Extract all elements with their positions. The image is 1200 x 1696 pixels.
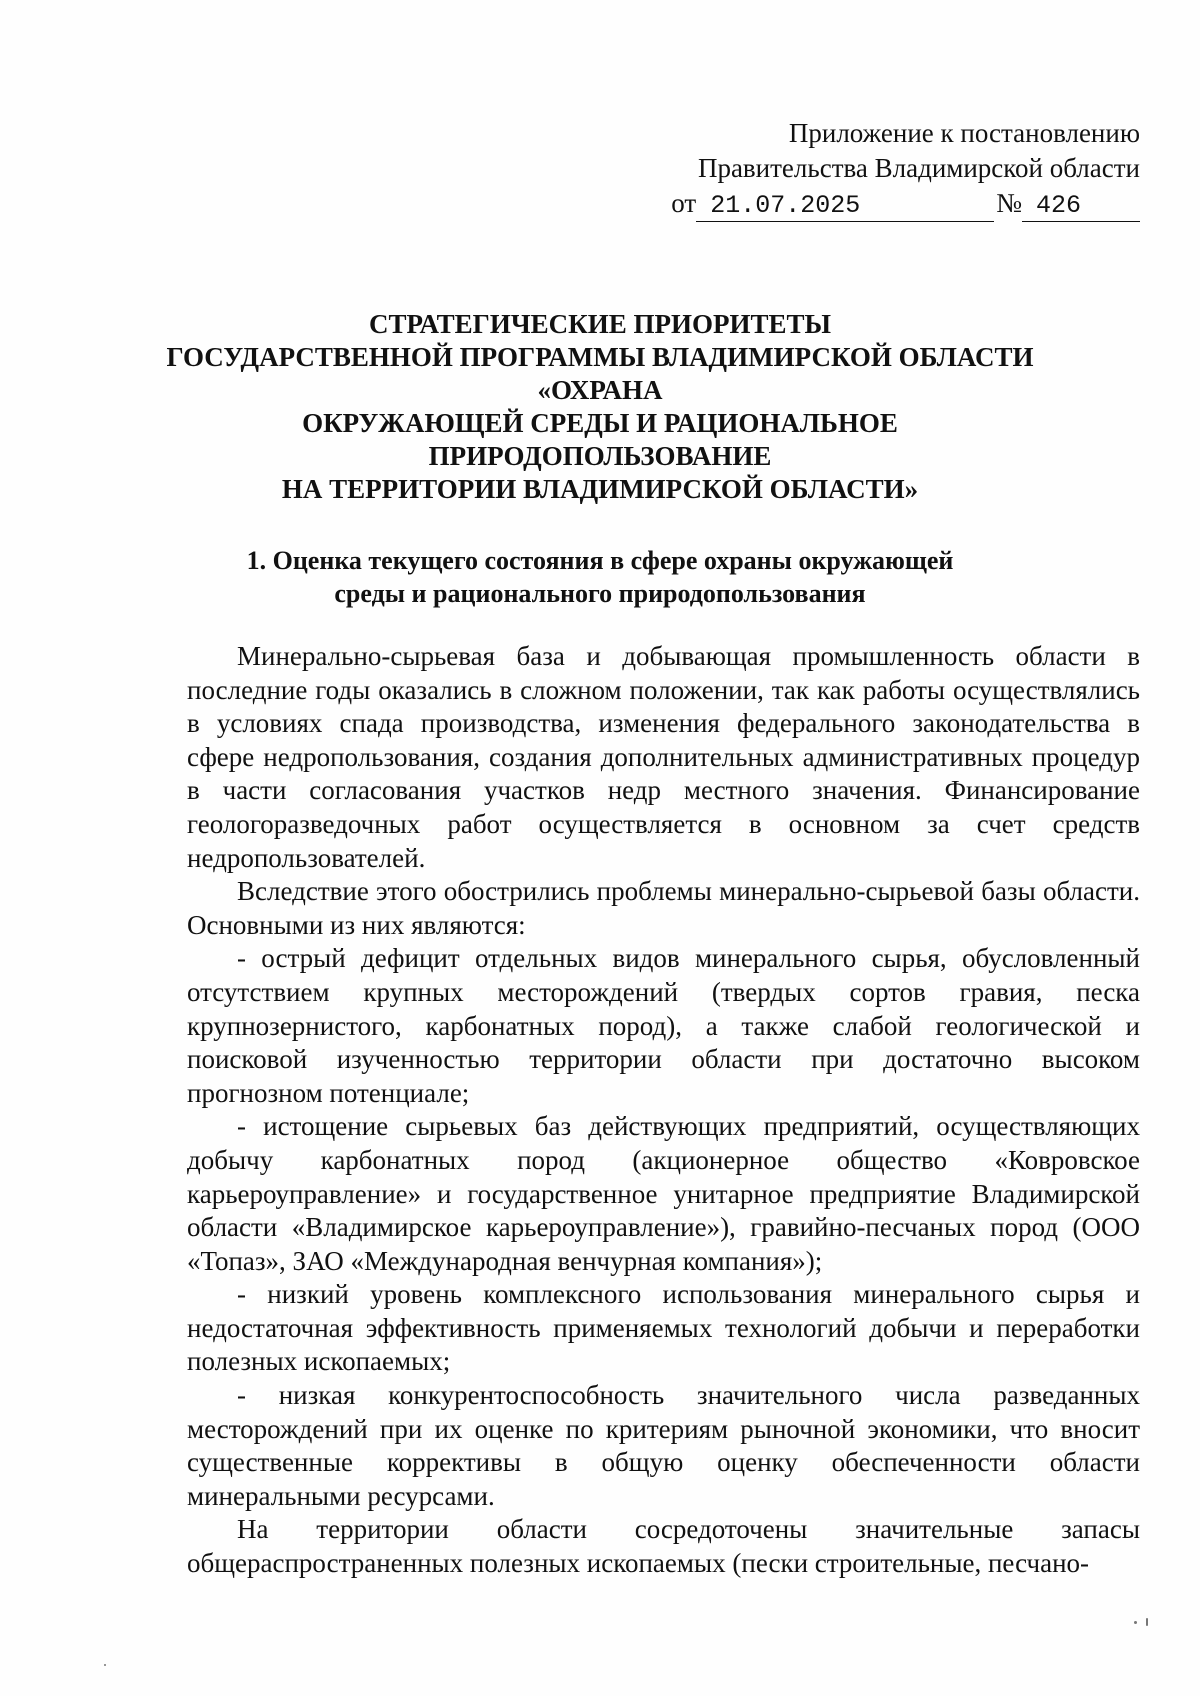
list-item: - низкий уровень комплексного использования минерального сырья и недостаточная эффективность применяемых технологий добычи и переработки полезных ископаемых;: [187, 1279, 1140, 1377]
paragraph: Минерально-сырьевая база и добывающая промышленность области в последние годы оказались в сложном положении, так как работы осуществлялись в условиях спада производства, изменения федерального законодательства в сфере недропользования, создания дополнительных административных процедур в части согласования участков недр местного значения. Финансирование геологоразведочных работ осуществляется в основном за счет средств недропользователей.: [187, 641, 1140, 873]
document-date: 21.07.2025: [696, 191, 994, 222]
paragraph: На территории области сосредоточены значительные запасы общераспространенных полезных ископаемых (пески строительные, песчано-: [187, 1514, 1140, 1579]
heading-line: среды и рационального природопользования: [334, 579, 866, 608]
title-line: СТРАТЕГИЧЕСКИЕ ПРИОРИТЕТЫ: [368, 309, 832, 339]
appendix-line-1: Приложение к постановлению: [788, 118, 1140, 148]
title-line: ГОСУДАРСТВЕННОЙ ПРОГРАММЫ ВЛАДИМИРСКОЙ ОБЛАСТИ: [166, 342, 1034, 372]
title-line: ОКРУЖАЮЩЕЙ СРЕДЫ И РАЦИОНАЛЬНОЕ: [302, 408, 898, 438]
scan-speck: [1134, 1621, 1137, 1624]
title-line: «ОХРАНА: [537, 375, 663, 405]
appendix-line-2: Правительства Владимирской области: [697, 153, 1140, 183]
document-title: [80, 308, 1120, 506]
scan-speck: [1146, 1618, 1148, 1626]
list-item: - острый дефицит отдельных видов минерального сырья, обусловленный отсутствием крупных месторождений (твердых сортов гравия, песка крупнозернистого, карбонатных пород), а также слабой геологической и поисковой изученностью территории области при достаточно высоком прогнозном потенциале;: [187, 943, 1140, 1108]
section-1-body: [187, 640, 1140, 1581]
title-line: НА ТЕРРИТОРИИ ВЛАДИМИРСКОЙ ОБЛАСТИ»: [281, 474, 919, 504]
appendix-date-line: [600, 186, 1140, 222]
section-1-heading: [120, 544, 1080, 610]
document-number: 426: [1022, 191, 1140, 222]
number-prefix: №: [996, 188, 1022, 218]
paragraph: Вследствие этого обострились проблемы минерально-сырьевой базы области. Основными из них являются:: [187, 876, 1140, 940]
heading-line: 1. Оценка текущего состояния в сфере охраны окружающей: [246, 546, 954, 575]
list-item: - низкая конкурентоспособность значительного числа разведанных месторождений при их оценке по критериям рыночной экономики, что вносит существенные коррективы в общую оценку обеспеченности области минеральными ресурсами.: [187, 1380, 1140, 1511]
title-line: ПРИРОДОПОЛЬЗОВАНИЕ: [428, 441, 772, 471]
scan-speck: [104, 1664, 106, 1666]
date-prefix: от: [671, 188, 697, 218]
appendix-header: [600, 116, 1140, 222]
list-item: - истощение сырьевых баз действующих предприятий, осуществляющих добычу карбонатных пород (акционерное общество «Ковровское карьероуправление» и государственное унитарное предприятие Владимирской области «Владимирское карьероуправление»), гравийно-песчаных пород (ООО «Топаз», ЗАО «Международная венчурная компания»);: [187, 1111, 1140, 1276]
